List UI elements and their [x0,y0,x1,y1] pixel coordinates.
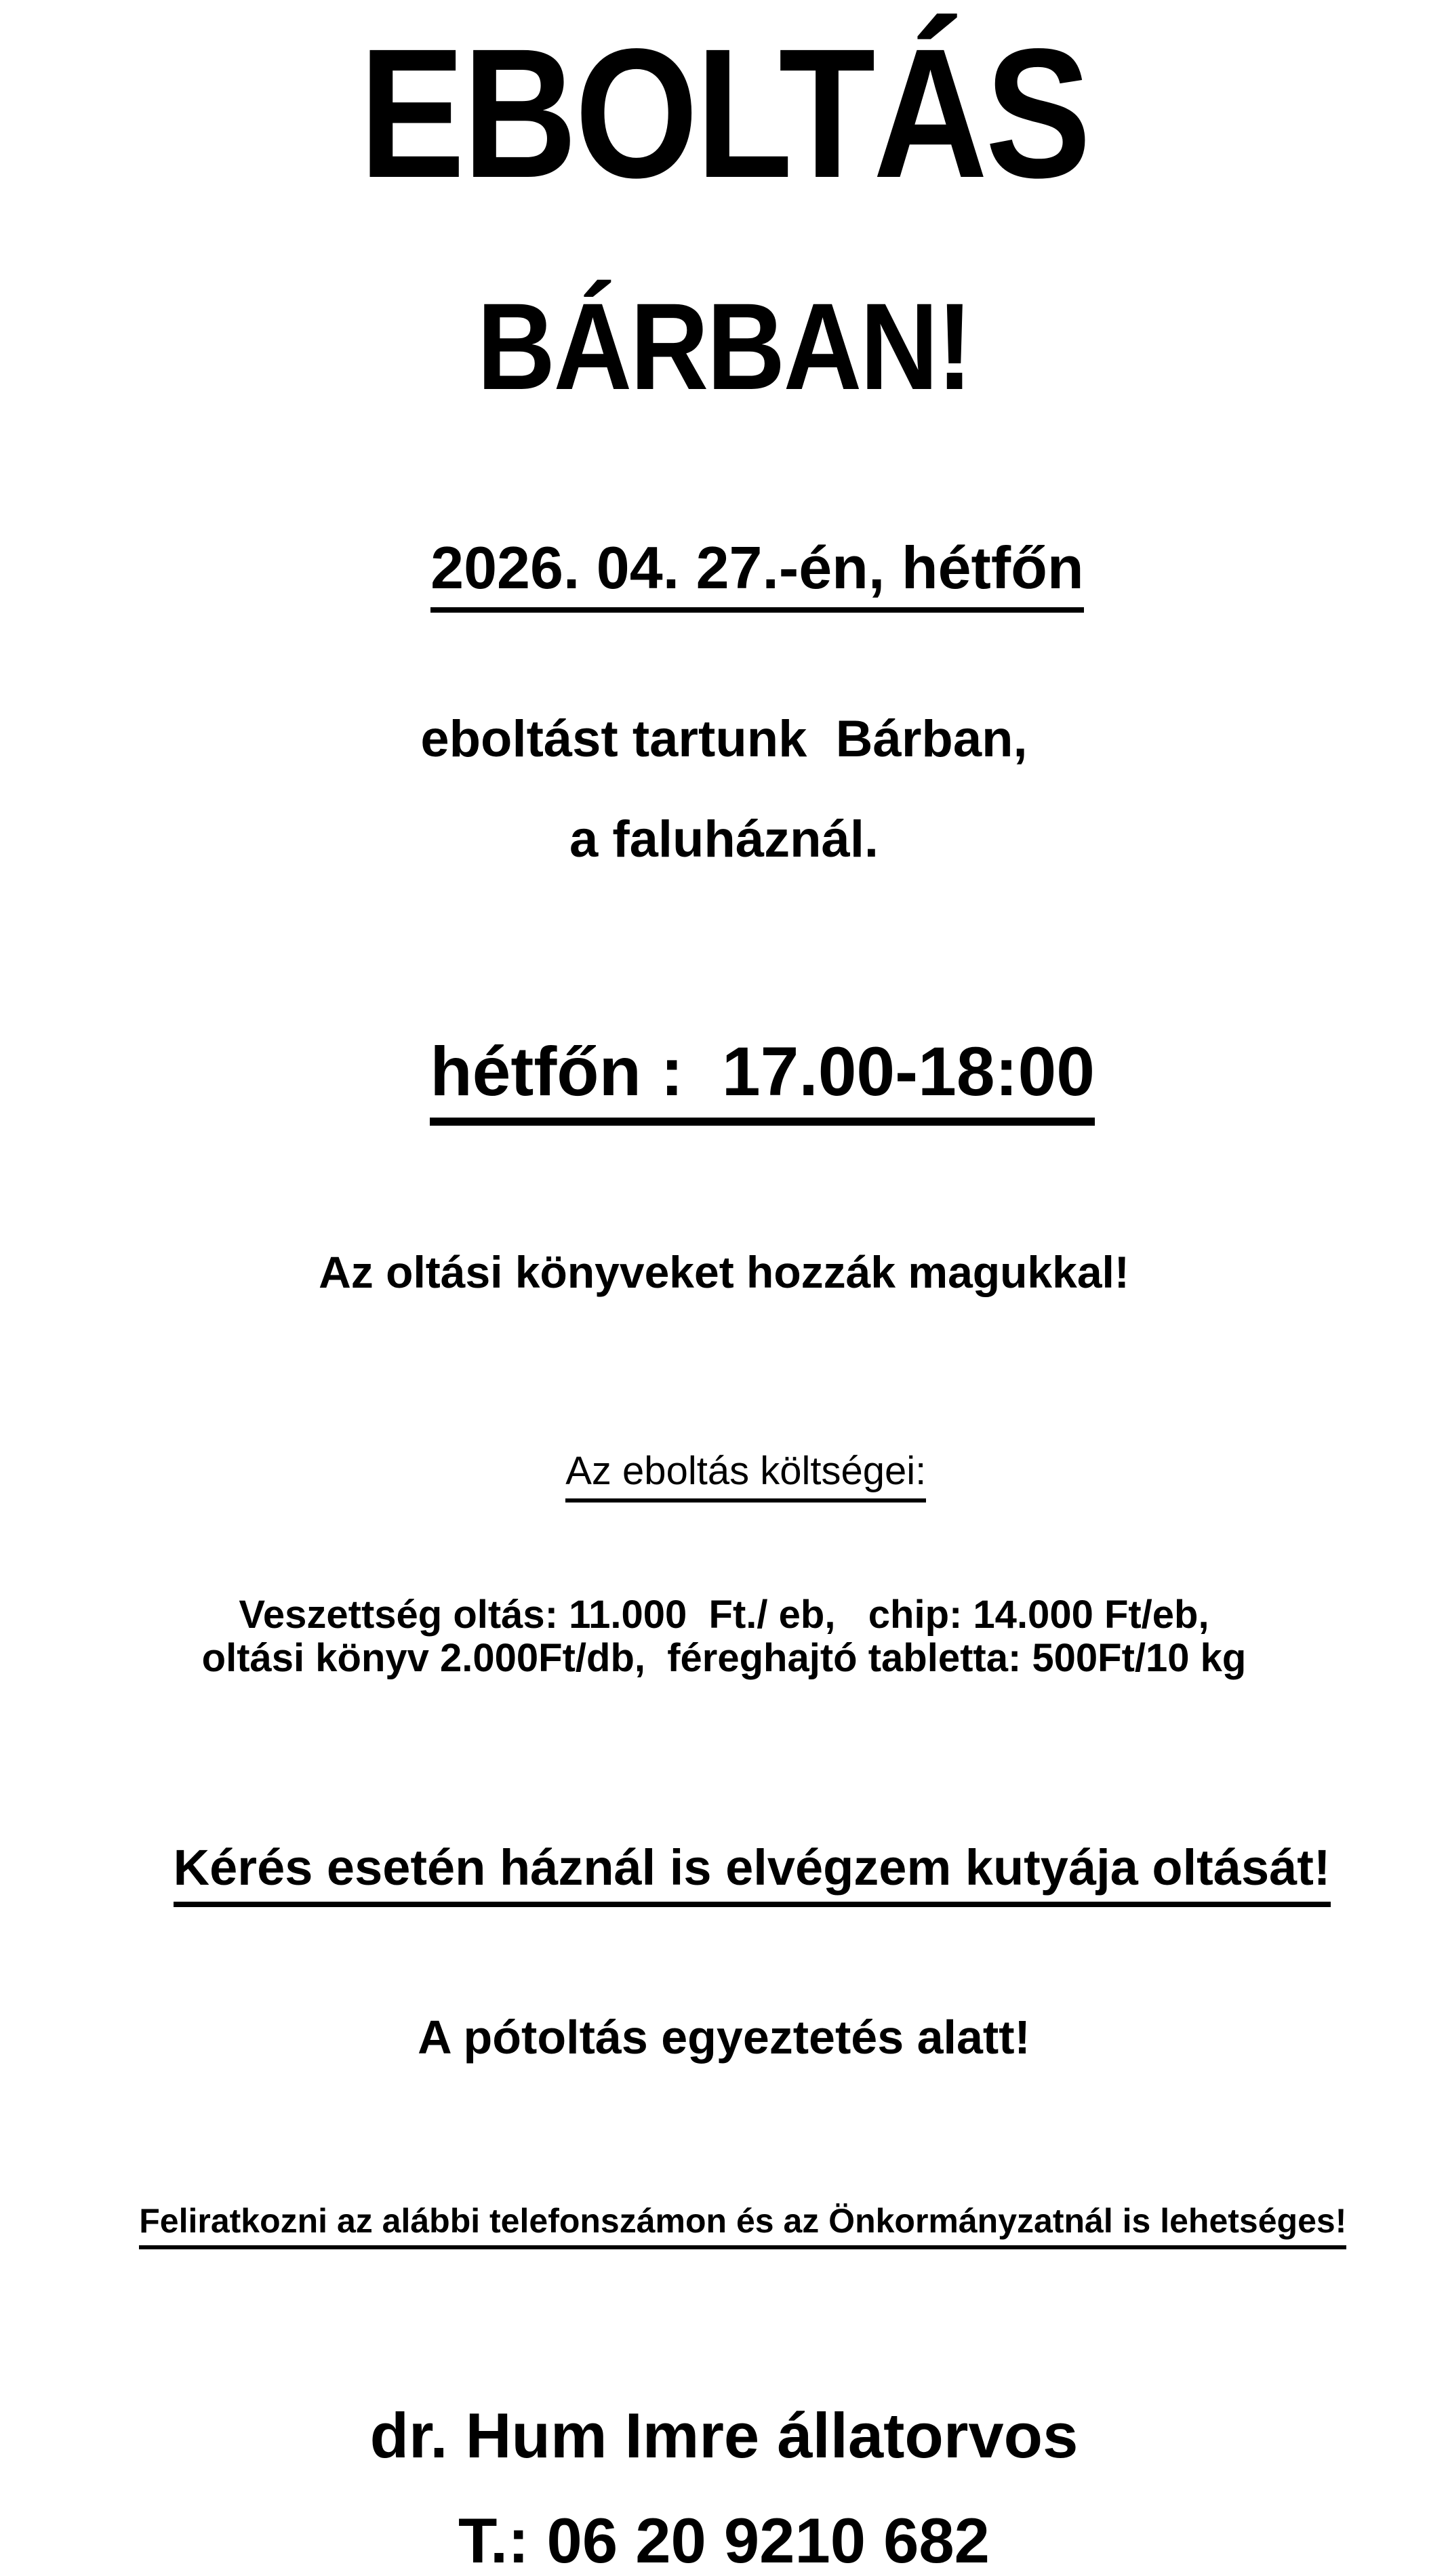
costs-line-2: oltási könyv 2.000Ft/db, féreghajtó tabletta: 500Ft/10 kg [201,1635,1247,1680]
event-description-line-1: eboltást tartunk Bárban, [420,710,1028,769]
event-time: hétfőn : 17.00-18:00 [430,1034,1095,1126]
costs-block [0,1593,1448,1680]
signup-wrap [0,2165,1448,2287]
doctor-name: dr. Hum Imre állatorvos [369,2399,1079,2471]
makeup-vaccination-note: A pótoltás egyeztetés alatt! [418,2010,1030,2064]
costs-heading: Az eboltás költségei: [565,1450,926,1502]
vaccination-book-note: Az oltási könyveket hozzák magukkal! [319,1246,1129,1297]
date-line-wrap [0,470,1448,678]
signup-instruction: Feliratkozni az alábbi telefonszámon és az Önkormányzatnál is lehetséges! [139,2203,1346,2249]
home-visit-wrap [0,1785,1448,1963]
phone-number: T.: 06 20 9210 682 [458,2505,990,2576]
costs-line-1: Veszettség oltás: 11.000 Ft./ eb, chip: 14.000 Ft/eb, [239,1592,1209,1637]
poster-title: EBOLTÁS [359,10,1089,216]
home-visit-offer: Kérés esetén háznál is elvégzem kutyája oltását! [174,1840,1331,1907]
poster-subtitle: BÁRBAN! [477,277,971,415]
event-description-line-2: a faluháznál. [569,810,879,868]
time-line-wrap [0,957,1448,1202]
costs-heading-wrap [0,1407,1448,1546]
event-date: 2026. 04. 27.-én, hétfőn [430,535,1084,613]
